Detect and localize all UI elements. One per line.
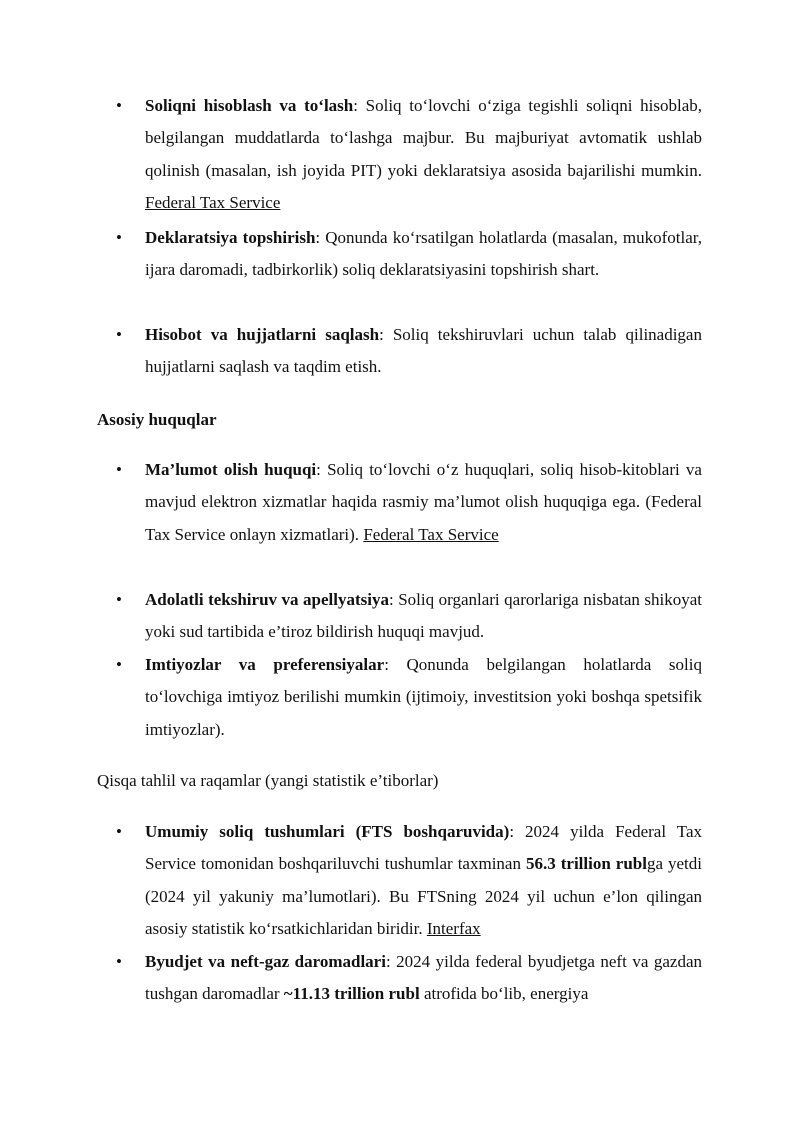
item-text: ga yetdi (2024 yil yakuniy ma’lumotlari). Bu FTSning 2024 yil uchun e’lon qilingan asosiy statistik ko‘rsatkichlaridan biridir. bbox=[145, 854, 703, 939]
bullet: • bbox=[116, 590, 122, 609]
section-heading: Qisqa tahlil va raqamlar (yangi statistik e’tiborlar) bbox=[97, 771, 439, 790]
item-text: : 2024 yilda Federal Tax Service tomonidan boshqariluvchi tushumlar taxminan bbox=[145, 822, 702, 874]
item-text: : Soliq to‘lovchi o‘z huquqlari, soliq hisob-kitoblari va mavjud elektron xizmatlar haqida rasmiy ma’lumot olish huquqiga ega. (Federal Tax Service onlayn xizmatlari). bbox=[145, 460, 702, 544]
bullet: • bbox=[116, 228, 122, 247]
source-link[interactable]: Interfax bbox=[426, 919, 481, 939]
source-link[interactable]: Federal Tax Service bbox=[145, 193, 281, 213]
item-text: : Qonunda belgilangan holatlarda soliq to‘lovchiga imtiyoz berilishi mumkin (ijtimoiy, investitsion yoki boshqa spetsifik imtiyozlar). bbox=[145, 655, 702, 739]
item-title: Soliqni hisoblash va to‘lash bbox=[145, 96, 354, 115]
bullet: • bbox=[116, 96, 122, 115]
item-highlight: 56.3 trillion rubl bbox=[525, 854, 647, 874]
item-title: Adolatli tekshiruv va apellyatsiya bbox=[145, 590, 389, 609]
item-text: : Qonunda ko‘rsatilgan holatlarda (masalan, mukofotlar, ijara daromadi, tadbirkorlik) soliq deklaratsiyasini topshirish shart. bbox=[145, 228, 702, 280]
bullet: • bbox=[116, 655, 122, 674]
item-title: Deklaratsiya topshirish bbox=[145, 228, 316, 247]
item-text: : Soliq organlari qarorlariga nisbatan shikoyat yoki sud tartibida e’tiroz bildirish huquqi mavjud. bbox=[145, 590, 702, 642]
source-link[interactable]: Federal Tax Service bbox=[363, 524, 499, 544]
bullet: • bbox=[116, 325, 122, 344]
item-title: Hisobot va hujjatlarni saqlash bbox=[145, 325, 380, 344]
item-text: : 2024 yilda federal byudjetga neft va gazdan tushgan daromadlar bbox=[145, 952, 702, 1004]
item-text: atrofida bo‘lib, energiya bbox=[419, 984, 589, 1004]
item-text: : Soliq tekshiruvlari uchun talab qilinadigan hujjatlarni saqlash va taqdim etish. bbox=[145, 325, 702, 377]
item-title: Umumiy soliq tushumlari (FTS boshqaruvida) bbox=[145, 822, 510, 841]
bullet: • bbox=[116, 952, 122, 971]
bullet: • bbox=[116, 460, 122, 479]
item-title: Imtiyozlar va preferensiyalar bbox=[145, 655, 385, 674]
section-heading: Asosiy huquqlar bbox=[97, 410, 217, 429]
item-title: Ma’lumot olish huquqi bbox=[145, 460, 317, 479]
item-text: : Soliq to‘lovchi o‘ziga tegishli soliqni hisoblab, belgilangan muddatlarda to‘lashga majbur. Bu majburiyat avtomatik ushlab qolinish (masalan, ish joyida PIT) yoki deklaratsiya asosida bajarilishi mumkin. bbox=[145, 96, 702, 180]
bullet: • bbox=[116, 822, 122, 841]
item-highlight: ~11.13 trillion rubl bbox=[283, 984, 420, 1004]
item-title: Byudjet va neft-gaz daromadlari bbox=[145, 952, 386, 971]
